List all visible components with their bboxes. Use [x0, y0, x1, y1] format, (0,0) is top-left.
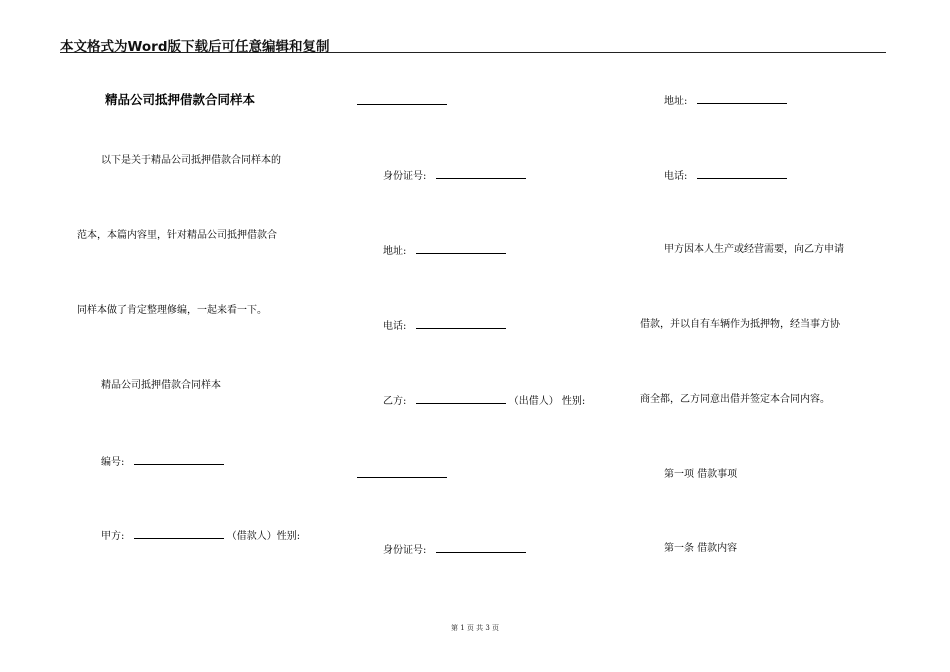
party-a-id-label: 身份证号: [383, 171, 427, 182]
party-a-phone-blank [416, 318, 506, 329]
blank-line-top [357, 104, 447, 105]
party-b-address-row [664, 93, 787, 109]
party-b-row [383, 393, 585, 409]
party-b-id-label: 身份证号: [383, 545, 427, 556]
page-footer: 第 1 页 共 3 页 [450, 624, 500, 632]
purpose-line-1: 甲方因本人生产或经营需要，向乙方申请 [664, 244, 844, 255]
article-heading-1: 第一条 借款内容 [664, 543, 738, 554]
party-b-phone-row [664, 168, 787, 184]
document-title: 精品公司抵押借款合同样本 [105, 92, 256, 107]
intro-line-1: 以下是关于精品公司抵押借款合同样本的 [101, 155, 281, 166]
party-a-phone-label: 电话: [383, 321, 407, 332]
party-a-row [101, 528, 300, 544]
contract-subtitle: 精品公司抵押借款合同样本 [101, 380, 221, 391]
party-b-address-label: 地址: [664, 96, 688, 107]
party-a-address-row [383, 243, 506, 259]
contract-number-blank [134, 454, 224, 465]
party-a-role: （借款人）性别: [226, 531, 301, 542]
section-heading-1: 第一项 借款事项 [664, 469, 738, 480]
header-rule [60, 52, 886, 53]
party-b-id-blank [436, 542, 526, 553]
blank-line-middle [357, 477, 447, 478]
party-b-label: 乙方: [383, 396, 407, 407]
party-b-phone-blank [697, 168, 787, 179]
header-text: 本文格式为Word版下载后可任意编辑和复制 [60, 39, 330, 55]
party-b-address-blank [697, 93, 787, 104]
party-a-label: 甲方: [101, 531, 125, 542]
intro-line-2: 范本，本篇内容里，针对精品公司抵押借款合 [77, 230, 277, 241]
contract-number-row [101, 454, 224, 470]
party-a-id-blank [436, 168, 526, 179]
party-a-address-blank [416, 243, 506, 254]
party-b-name-blank [416, 393, 506, 404]
party-b-role: （出借人） 性别: [508, 396, 586, 407]
contract-number-label: 编号: [101, 457, 125, 468]
party-a-phone-row [383, 318, 506, 334]
purpose-line-3: 商全都，乙方同意出借并签定本合同内容。 [640, 394, 830, 405]
purpose-line-2: 借款，并以自有车辆作为抵押物，经当事方协 [640, 319, 840, 330]
party-a-name-blank [134, 528, 224, 539]
party-b-id-row [383, 542, 526, 558]
party-b-phone-label: 电话: [664, 171, 688, 182]
intro-line-3: 同样本做了肯定整理修编，一起来看一下。 [77, 305, 267, 316]
party-a-address-label: 地址: [383, 246, 407, 257]
party-a-id-row [383, 168, 526, 184]
